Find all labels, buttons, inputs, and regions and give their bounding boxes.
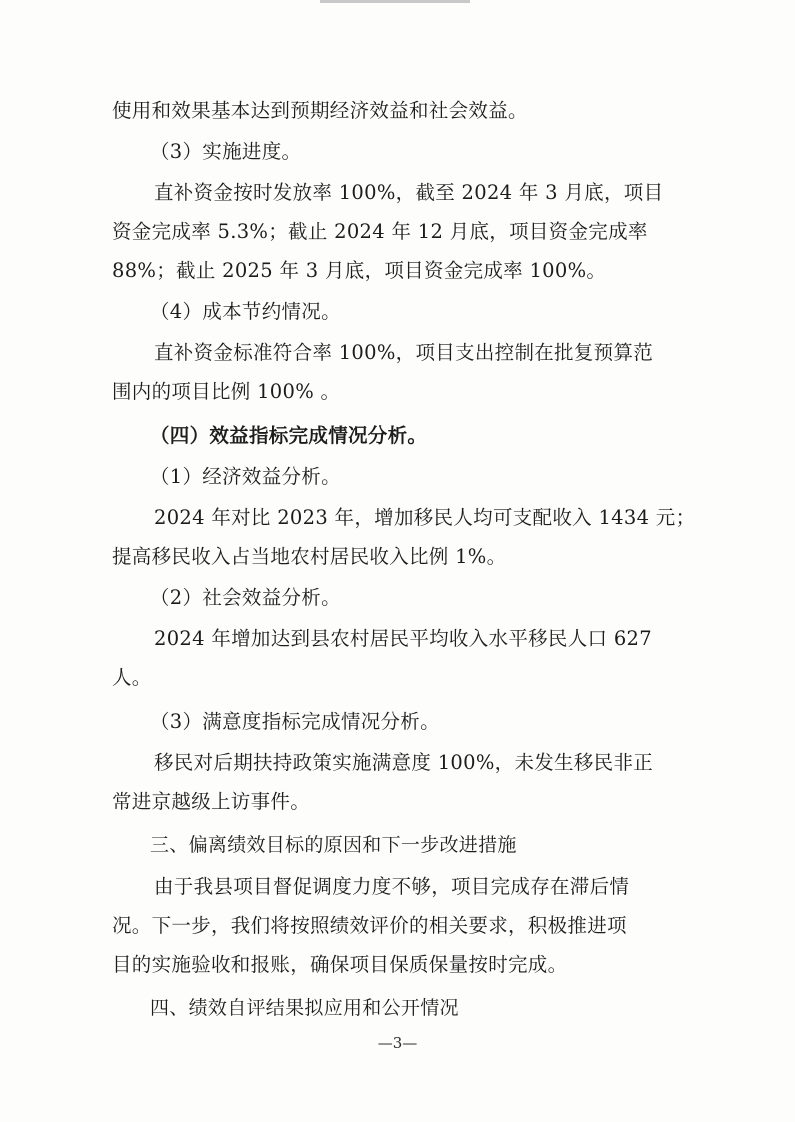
paragraph-line: 常进京越级上访事件。 [112,790,311,813]
page-number: —3— [377,1034,418,1052]
document-body [112,91,697,1028]
paragraph-line: 直补资金标准符合率 100%，项目支出控制在批复预算范 [154,341,654,364]
subsection-heading: （3）实施进度。 [150,140,302,163]
chapter-heading: 四、绩效自评结果拟应用和公开情况 [150,997,459,1019]
paragraph-line: 2024 年增加达到县农村居民平均收入水平移民人口 627 [154,627,652,650]
subsection-heading: （3）满意度指标完成情况分析。 [150,710,440,733]
chapter-heading: 三、偏离绩效目标的原因和下一步改进措施 [150,834,517,856]
paragraph-line: 移民对后期扶持政策实施满意度 100%，未发生移民非正 [154,751,654,774]
paragraph-line: 使用和效果基本达到预期经济效益和社会效益。 [112,99,528,122]
paragraph-line: 88%；截止 2025 年 3 月底，项目资金完成率 100%。 [112,259,607,282]
paragraph-line: 提高移民收入占当地农村居民收入比例 1%。 [112,545,507,568]
section-heading: （四）效益指标完成情况分析。 [150,424,428,447]
scan-mark [320,0,470,3]
paragraph-line: 况。下一步，我们将按照绩效评价的相关要求，积极推进项 [112,914,627,937]
paragraph-line: 人。 [112,666,152,689]
subsection-heading: （4）成本节约情况。 [150,300,341,323]
paragraph-line: 目的实施验收和报账，确保项目保质保量按时完成。 [112,953,568,976]
paragraph-line: 直补资金按时发放率 100%，截至 2024 年 3 月底，项目 [154,181,664,204]
subsection-heading: （1）经济效益分析。 [150,465,341,488]
paragraph-line: 由于我县项目督促调度力度不够，项目完成存在滞后情 [154,875,630,898]
paragraph-line: 围内的项目比例 100% 。 [112,380,341,403]
paragraph-line: 资金完成率 5.3%；截止 2024 年 12 月底，项目资金完成率 [112,220,648,243]
subsection-heading: （2）社会效益分析。 [150,586,341,609]
paragraph-line: 2024 年对比 2023 年，增加移民人均可支配收入 1434 元； [154,506,696,529]
